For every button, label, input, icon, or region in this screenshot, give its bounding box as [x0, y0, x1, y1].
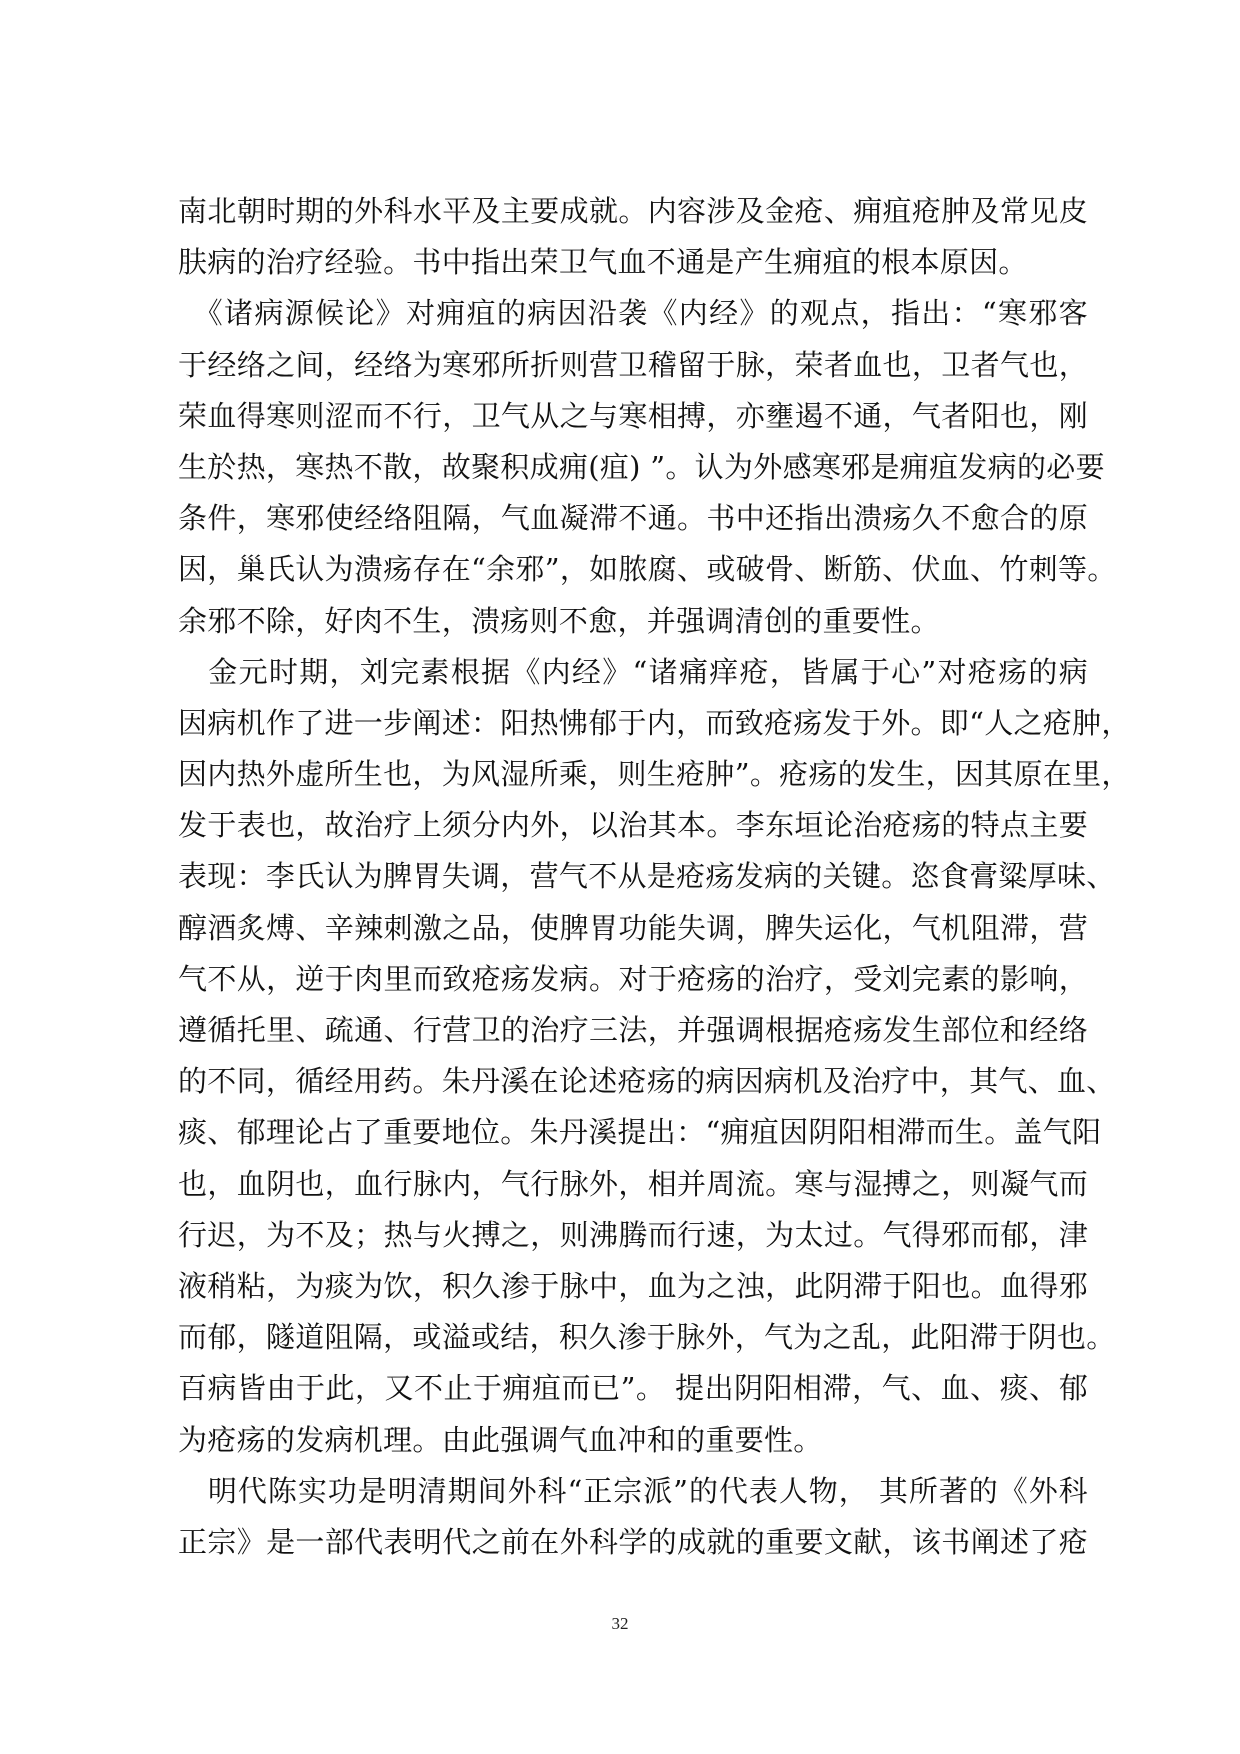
text-line: 正宗》是一部代表明代之前在外科学的成就的重要文献，该书阐述了疮 [178, 1524, 1088, 1559]
text-line: 为疮疡的发病机理。由此强调气血冲和的重要性。 [178, 1422, 823, 1457]
text-line: 痰、郁理论占了重要地位。朱丹溪提出：“痈疽因阴阳相滞而生。盖气阳 [178, 1115, 1102, 1150]
text-line: 发于表也，故治疗上须分内外，以治其本。李东垣论治疮疡的特点主要 [178, 808, 1088, 843]
text-line: 于经络之间，经络为寒邪所折则营卫稽留于脉，荣者血也，卫者气也， [178, 347, 1088, 382]
text-line: 明代陈实功是明清期间外科“正宗派”的代表人物， 其所著的《外科 [178, 1473, 1088, 1508]
text-line: 因病机作了进一步阐述：阳热怫郁于内，而致疮疡发于外。即“人之疮肿， [178, 705, 1131, 740]
text-line: 行迟，为不及；热与火搏之，则沸腾而行速，为太过。气得邪而郁，津 [178, 1217, 1088, 1252]
text-line: 液稍粘，为痰为饮，积久渗于脉中，血为之浊，此阴滞于阳也。血得邪 [178, 1268, 1088, 1303]
text-line: 因，巢氏认为溃疡存在“余邪”，如脓腐、或破骨、断筋、伏血、竹刺等。 [178, 552, 1117, 587]
text-line: 荣血得寒则涩而不行，卫气从之与寒相搏，亦壅遏不通，气者阳也，刚 [178, 398, 1088, 433]
text-line: 百病皆由于此，又不止于痈疽而已”。 提出阴阳相滞，气、血、痰、郁 [178, 1371, 1088, 1406]
text-line: 因内热外虚所生也，为风湿所乘，则生疮肿”。疮疡的发生，因其原在里， [178, 757, 1131, 792]
text-line: 表现：李氏认为脾胃失调，营气不从是疮疡发病的关键。恣食膏粱厚味、 [178, 859, 1116, 894]
text-line: 肤病的治疗经验。书中指出荣卫气血不通是产生痈疽的根本原因。 [178, 245, 1028, 280]
text-line: 醇酒炙煿、辛辣刺激之品，使脾胃功能失调，脾失运化，气机阻滞，营 [178, 910, 1088, 945]
text-line: 生於热，寒热不散，故聚积成痈(疽) ”。认为外感寒邪是痈疽发病的必要 [178, 449, 1105, 484]
text-line: 《诸病源候论》对痈疽的病因沿袭《内经》的观点，指出：“寒邪客 [178, 296, 1088, 331]
text-line: 也，血阴也，血行脉内，气行脉外，相并周流。寒与湿搏之，则凝气而 [178, 1166, 1088, 1201]
text-line: 遵循托里、疏通、行营卫的治疗三法，并强调根据疮疡发生部位和经络 [178, 1013, 1088, 1047]
body-text [178, 186, 1131, 1568]
text-line: 金元时期，刘完素根据《内经》“诸痛痒疮，皆属于心”对疮疡的病 [178, 654, 1088, 689]
page-number: 32 [611, 1614, 629, 1633]
text-line: 气不从，逆于肉里而致疮疡发病。对于疮疡的治疗，受刘完素的影响， [178, 961, 1088, 996]
text-line: 余邪不除，好肉不生，溃疡则不愈，并强调清创的重要性。 [178, 603, 940, 638]
text-line: 南北朝时期的外科水平及主要成就。内容涉及金疮、痈疽疮肿及常见皮 [178, 194, 1088, 228]
text-line: 条件，寒邪使经络阻隔，气血凝滞不通。书中还指出溃疡久不愈合的原 [178, 501, 1088, 536]
text-line: 而郁，隧道阻隔，或溢或结，积久渗于脉外，气为之乱，此阳滞于阴也。 [178, 1320, 1116, 1355]
text-line: 的不同，循经用药。朱丹溪在论述疮疡的病因病机及治疗中，其气、血、 [178, 1064, 1116, 1099]
